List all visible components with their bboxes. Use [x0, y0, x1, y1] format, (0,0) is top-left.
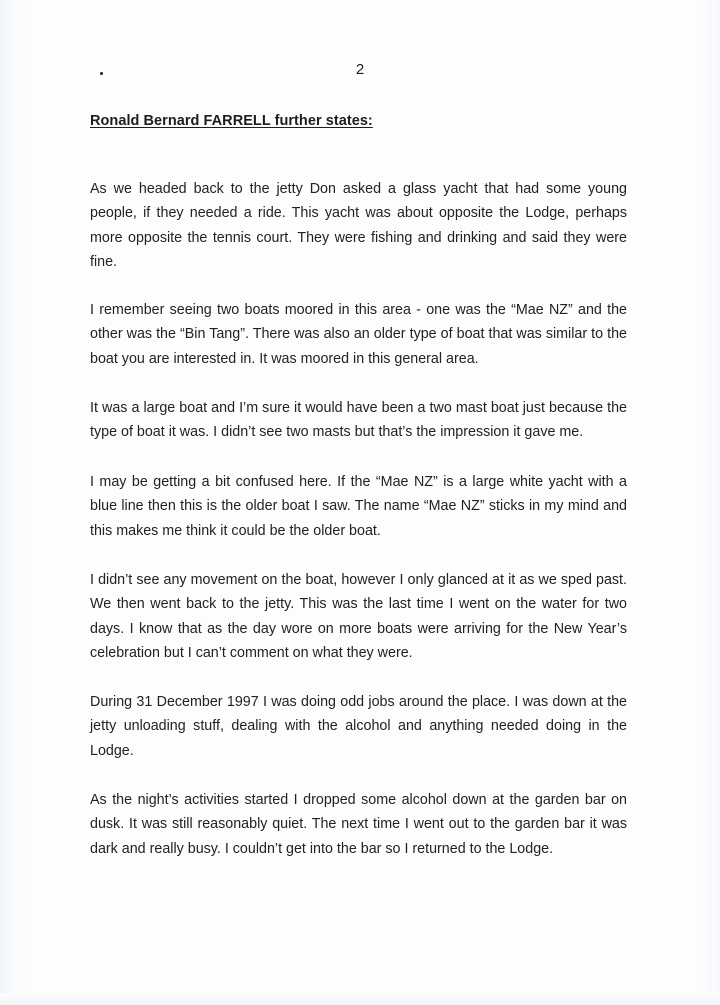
paragraph-3: It was a large boat and I’m sure it would have been a two mast boat just because the type of boat it was. I didn’t see two masts but that’s the impression it gave me.: [90, 400, 627, 441]
paragraph-4: I may be getting a bit confused here. If the “Mae NZ” is a large white yacht with a blue line then this is the older boat I saw. The name “Mae NZ” sticks in my mind and this makes me think it could be the older boat.: [90, 474, 627, 539]
scan-edge: [0, 993, 720, 1005]
paragraph-1: As we headed back to the jetty Don asked a glass yacht that had some young people, if they needed a ride. This yacht was about opposite the Lodge, perhaps more opposite the tennis court. They were fishing and drinking and said they were fine.: [90, 181, 627, 270]
paragraph-6: During 31 December 1997 I was doing odd jobs around the place. I was down at the jetty unloading stuff, dealing with the alcohol and anything needed doing in the Lodge.: [90, 694, 627, 759]
page-number: 2: [355, 61, 365, 78]
paragraph-5: I didn’t see any movement on the boat, however I only glanced at it as we sped past. We then went back to the jetty. This was the last time I went on the water for two days. I know that as the day wore on more boats were arriving for the New Year’s celebration but I can’t comment on what they were.: [90, 572, 627, 661]
paragraph-7: As the night’s activities started I dropped some alcohol down at the garden bar on dusk. It was still reasonably quiet. The next time I went out to the garden bar it was dark and really busy. I couldn’t get into the bar so I returned to the Lodge.: [90, 792, 627, 857]
statement-heading: Ronald Bernard FARRELL further states:: [90, 113, 373, 129]
paragraph-2: I remember seeing two boats moored in this area - one was the “Mae NZ” and the other was the “Bin Tang”. There was also an older type of boat that was similar to the boat you are interested in. It was moored in this general area.: [90, 302, 627, 367]
